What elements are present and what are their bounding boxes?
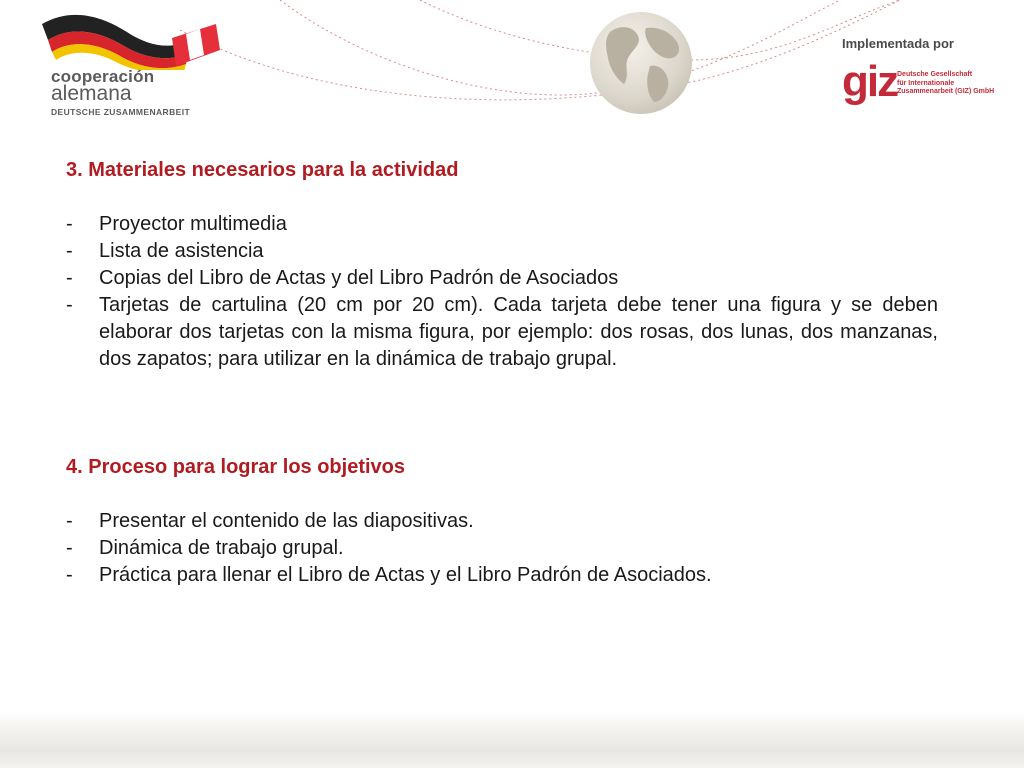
bullet-dash: - — [66, 213, 73, 235]
list-item — [66, 211, 938, 238]
footer-band — [0, 712, 1024, 768]
list-item — [66, 508, 938, 535]
section-3-heading: 3. Materiales necesarios para la actividad — [66, 159, 459, 181]
bullet-dash: - — [66, 240, 73, 262]
logo-line-deutsche: DEUTSCHE ZUSAMMENARBEIT — [51, 107, 191, 117]
list-item — [66, 265, 938, 292]
list-item-text: Copias del Libro de Actas y del Libro Padrón de Asociados — [99, 267, 619, 289]
logo-line-cooperacion: cooperación — [51, 67, 155, 86]
list-item-text: Práctica para llenar el Libro de Actas y el Libro Padrón de Asociados. — [99, 564, 712, 586]
bullet-dash: - — [66, 267, 73, 289]
giz-subtitle-line: Zusammenarbeit (GIZ) GmbH — [897, 88, 995, 95]
list-item — [66, 535, 938, 562]
section-4-heading: 4. Proceso para lograr los objetivos — [66, 456, 406, 478]
list-item-text: Presentar el contenido de las diapositivas. — [99, 510, 474, 532]
implementada-por-label: Implementada por — [842, 36, 954, 51]
giz-subtitle — [897, 71, 994, 97]
list-item — [66, 238, 938, 265]
list-item-text: Tarjetas de cartulina (20 cm por 20 cm). Cada tarjeta debe tener una figura y se deben elaborar dos tarjetas con la misma figura, por ejemplo: dos rosas, dos lunas, dos manzanas, dos zapatos; para utilizar en la dinámica de trabajo grupal. — [99, 294, 938, 370]
materials-list — [66, 211, 938, 373]
flag-ribbon-icon — [40, 10, 230, 70]
list-item-text: Proyector multimedia — [99, 213, 287, 235]
bullet-dash: - — [66, 510, 73, 532]
list-item — [66, 292, 938, 373]
bullet-dash: - — [66, 564, 73, 586]
process-list — [66, 508, 938, 589]
slide-body — [66, 157, 938, 589]
globe-icon — [588, 10, 694, 116]
giz-subtitle-line: für Internationale — [897, 79, 955, 87]
giz-subtitle-line: Deutsche Gesellschaft — [897, 71, 973, 78]
cooperacion-alemana-wordmark — [51, 68, 190, 117]
logo-line-alemana: alemana — [51, 82, 132, 105]
list-item-text: Lista de asistencia — [99, 240, 264, 262]
bullet-dash: - — [66, 294, 73, 316]
giz-logo: giz — [842, 57, 898, 106]
bullet-dash: - — [66, 537, 73, 559]
list-item-text: Dinámica de trabajo grupal. — [99, 537, 344, 559]
list-item — [66, 562, 938, 589]
